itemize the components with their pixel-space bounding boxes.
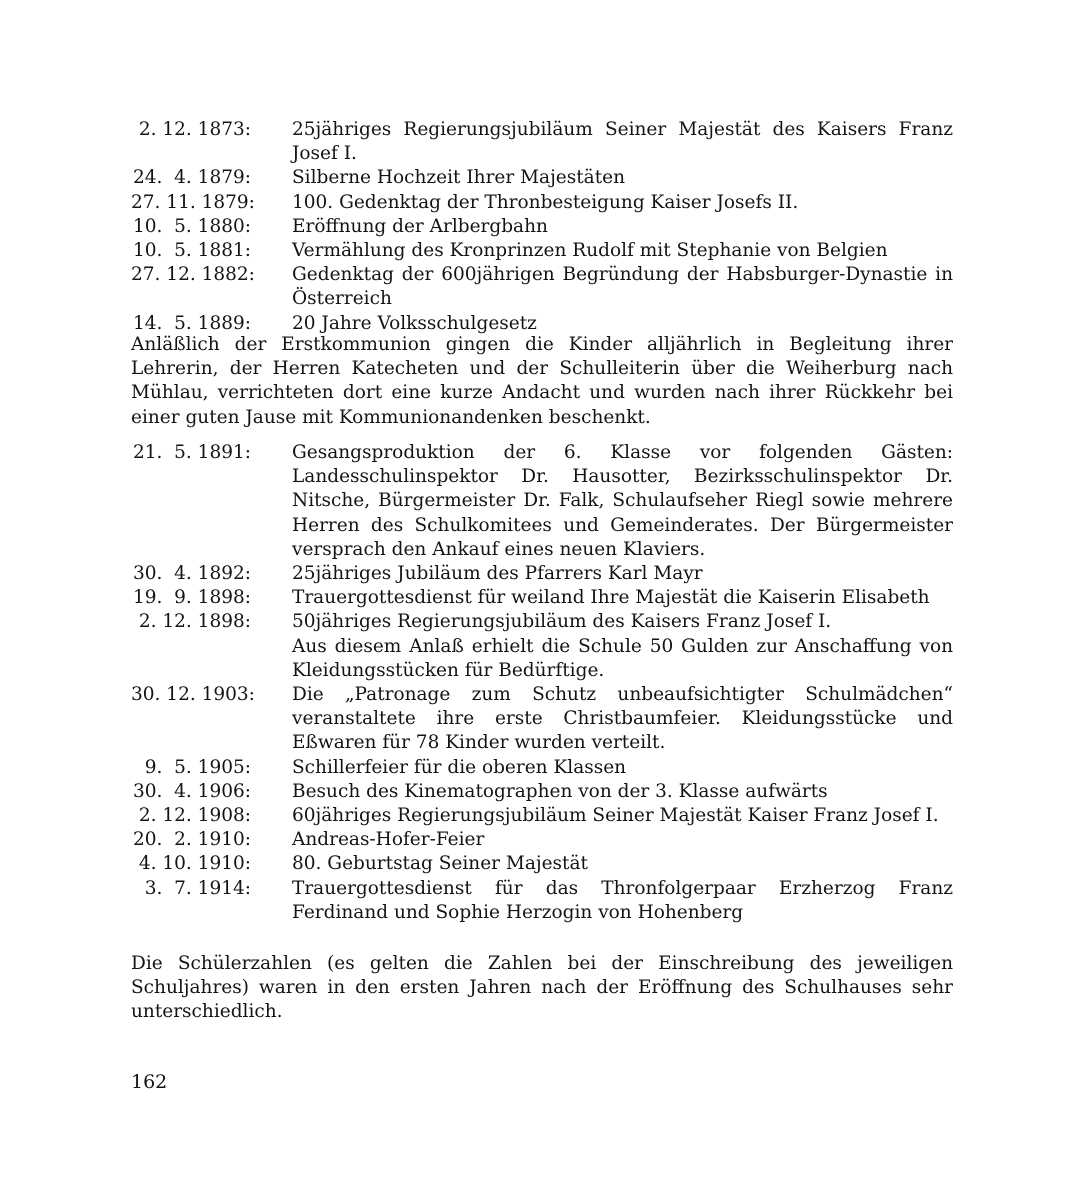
page-number: 162 — [131, 1071, 168, 1093]
entry-date: 27. 11. 1879: — [131, 191, 255, 213]
entry-date: 3. 7. 1914: — [144, 877, 251, 899]
entry-text: 80. Geburtstag Seiner Majestät — [292, 853, 588, 875]
entry-text: Trauergottesdienst für das Thronfolgerpaar Erzherzog Franz Ferdinand und Sophie Herzogin von Hohenberg — [292, 877, 953, 923]
entry-text: Besuch des Kinematographen von der 3. Klasse aufwärts — [292, 780, 828, 802]
entry-text: 25jähriges Regierungsjubiläum Seiner Majestät des Kaisers Franz Josef I. — [292, 119, 953, 165]
timeline-entry — [131, 756, 953, 780]
entry-text: 25jähriges Jubiläum des Pfarrers Karl Mayr — [292, 563, 703, 585]
entry-text-continuation: Aus diesem Anlaß erhielt die Schule 50 Gulden zur Anschaffung von Kleidungsstücken für Bedürftige. — [292, 635, 953, 681]
entry-text: Eröffnung der Arlbergbahn — [292, 215, 548, 237]
entry-date: 19. 9. 1898: — [132, 587, 251, 609]
entry-date: 30. 12. 1903: — [131, 684, 255, 706]
entry-date: 2. 12. 1908: — [138, 805, 251, 827]
timeline-entry — [131, 804, 953, 828]
entry-date: 2. 12. 1873: — [138, 119, 251, 140]
timeline-list — [131, 441, 953, 925]
entry-text: Andreas-Hofer-Feier — [292, 829, 485, 851]
entry-date: 27. 12. 1882: — [131, 264, 255, 286]
entry-date: 30. 4. 1906: — [132, 780, 251, 802]
timeline-entry — [131, 191, 953, 215]
entry-date: 24. 4. 1879: — [132, 167, 251, 189]
entry-date: 4. 10. 1910: — [138, 853, 251, 875]
timeline-entry — [131, 586, 953, 610]
timeline-entry — [131, 166, 953, 190]
timeline-entry — [131, 877, 953, 925]
entry-text: 100. Gedenktag der Thronbesteigung Kaiser Josefs II. — [292, 191, 799, 213]
entry-text: Schillerfeier für die oberen Klassen — [292, 756, 627, 778]
body-paragraph-block — [131, 952, 953, 1025]
timeline-entry — [131, 441, 953, 562]
entry-date: 10. 5. 1881: — [132, 240, 251, 262]
timeline-entry — [131, 215, 953, 239]
timeline-entry — [131, 828, 953, 852]
entry-text: 50jähriges Regierungsjubiläum des Kaisers Franz Josef I. — [292, 611, 832, 633]
timeline-entry — [131, 852, 953, 876]
body-paragraph: Die Schülerzahlen (es gelten die Zahlen bei der Einschreibung des jeweiligen Schuljahres) waren in den ersten Jahren nach der Eröffnung des Schulhauses sehr unterschiedlich. — [131, 953, 953, 1023]
timeline-entry — [131, 239, 953, 263]
entry-text: Gedenktag der 600jährigen Begründung der Habsburger-Dynastie in Österreich — [292, 264, 953, 310]
timeline-entry — [131, 610, 953, 683]
entry-date: 30. 4. 1892: — [132, 563, 251, 585]
entry-date: 2. 12. 1898: — [138, 611, 251, 633]
entry-date: 9. 5. 1905: — [144, 756, 251, 778]
entry-text: Die „Patronage zum Schutz unbeaufsichtigter Schulmädchen“ veranstaltete ihre erste Christbaumfeier. Kleidungsstücke und Eßwaren für 78 Kinder wurden verteilt. — [292, 684, 953, 754]
entry-text: Silberne Hochzeit Ihrer Majestäten — [292, 167, 626, 189]
timeline-entry — [131, 780, 953, 804]
entry-date: 20. 2. 1910: — [132, 829, 251, 851]
entry-text: 20 Jahre Volksschulgesetz — [292, 312, 537, 334]
body-paragraph-block — [131, 333, 953, 430]
entry-text: 60jähriges Regierungsjubiläum Seiner Majestät Kaiser Franz Josef I. — [292, 805, 939, 827]
entry-date: 14. 5. 1889: — [132, 312, 251, 334]
entry-text: Gesangsproduktion der 6. Klasse vor folgenden Gästen: Landesschulinspektor Dr. Hausotter, Bezirksschulinspektor Dr. Nitsche, Bürgermeister Dr. Falk, Schulaufseher Riegl sowie mehrere Herren des Schulkomitees und Gemeinderates. Der Bürgermeister versprach den Ankauf eines neuen Klaviers. — [292, 442, 953, 560]
timeline-entry — [131, 683, 953, 756]
entry-date: 10. 5. 1880: — [132, 215, 251, 237]
timeline-entry — [131, 562, 953, 586]
entry-date: 21. 5. 1891: — [132, 442, 251, 463]
timeline-entry — [131, 263, 953, 311]
entry-text: Vermählung des Kronprinzen Rudolf mit Stephanie von Belgien — [292, 240, 888, 262]
timeline-list — [131, 118, 953, 336]
timeline-entry — [131, 118, 953, 166]
entry-text: Trauergottesdienst für weiland Ihre Majestät die Kaiserin Elisabeth — [292, 587, 930, 609]
body-paragraph: Anläßlich der Erstkommunion gingen die Kinder alljährlich in Begleitung ihrer Lehrerin, der Herren Katecheten und der Schulleiterin über die Weiherburg nach Mühlau, verrichteten dort eine kurze Andacht und wurden nach ihrer Rückkehr bei einer guten Jause mit Kommunionandenken beschenkt. — [131, 334, 953, 428]
